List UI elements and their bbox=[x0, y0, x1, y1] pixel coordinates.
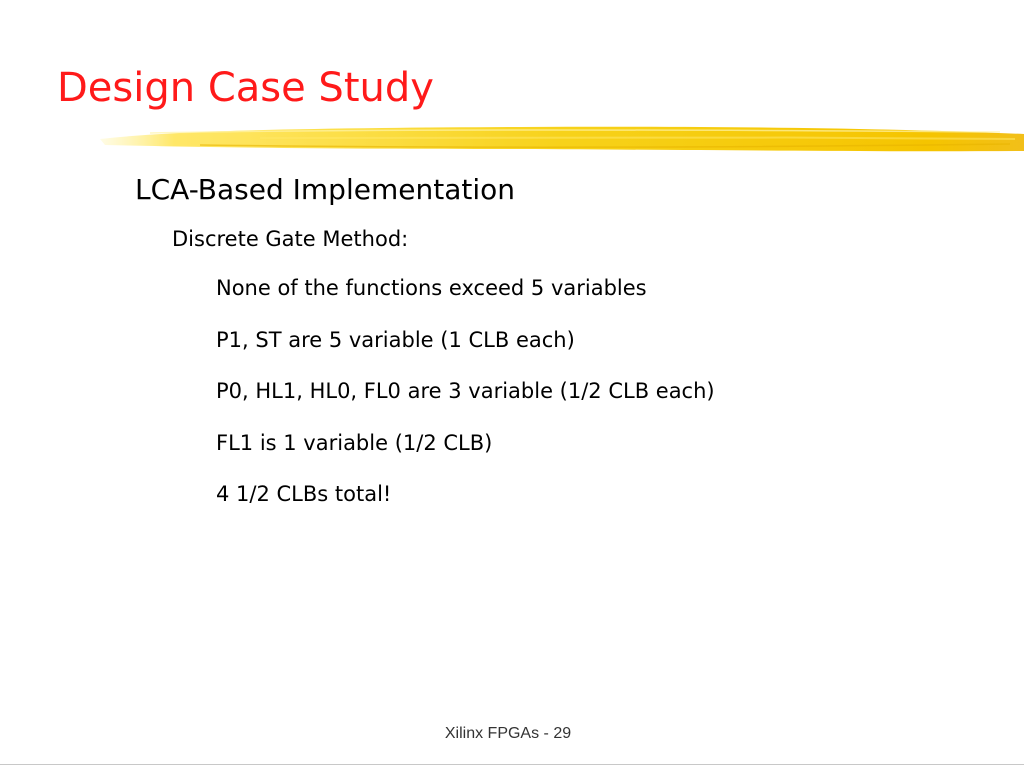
slide-title: Design Case Study bbox=[57, 65, 434, 111]
footer-label: Xilinx FPGAs - 29 bbox=[444, 725, 572, 742]
list-item: 4 1/2 CLBs total! bbox=[216, 482, 392, 506]
highlighter-stroke-decoration bbox=[0, 115, 1024, 165]
bottom-border bbox=[0, 764, 1024, 765]
list-item: P0, HL1, HL0, FL0 are 3 variable (1/2 CLB each) bbox=[216, 379, 715, 403]
bullet-list bbox=[216, 274, 715, 532]
list-item: P1, ST are 5 variable (1 CLB each) bbox=[216, 327, 575, 352]
list-item: FL1 is 1 variable (1/2 CLB) bbox=[216, 430, 493, 455]
section-heading: LCA-Based Implementation bbox=[135, 173, 515, 206]
list-item: None of the functions exceed 5 variables bbox=[216, 276, 647, 300]
slide-footer bbox=[0, 723, 1024, 745]
subheading: Discrete Gate Method: bbox=[172, 227, 409, 251]
